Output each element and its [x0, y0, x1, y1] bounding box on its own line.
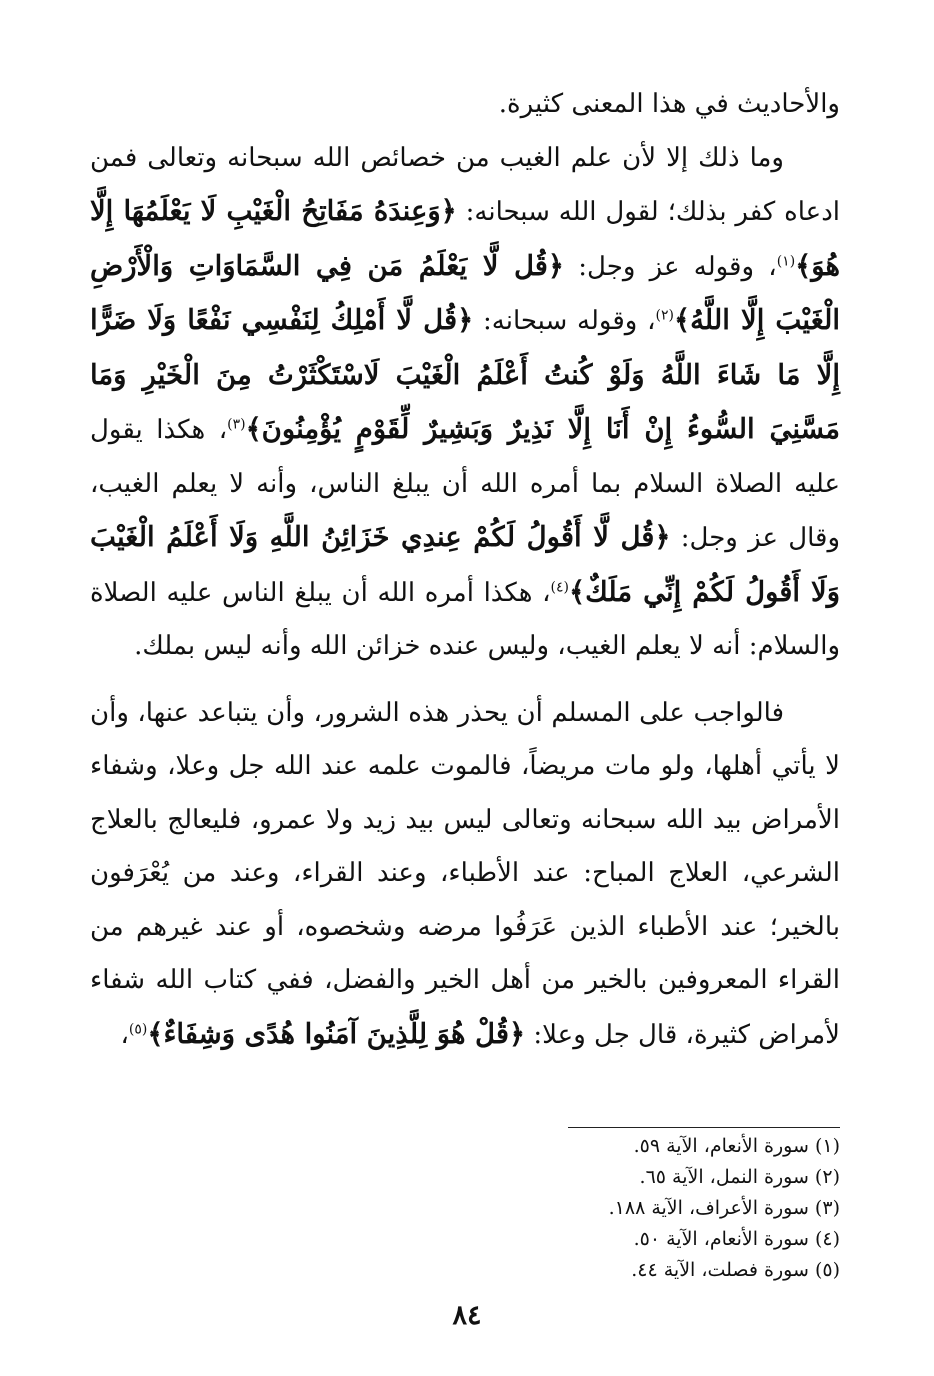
quran-verse: ﴿قُل لَّا أَمْلِكُ لِنَفْسِي نَفْعًا وَلَا ضَرًّا إِلَّا مَا شَاءَ اللَّهُ وَلَوْ كُنتُ أَعْلَمُ الْغَيْبَ لَاسْتَكْثَرْتُ مِنَ الْخَيْرِ وَمَا مَسَّنِيَ السُّوءُ إِنْ أَنَا إِلَّا نَذِيرٌ وَبَشِيرٌ لِّقَوْمٍ يُؤْمِنُونَ﴾	[90, 304, 840, 445]
paragraph-2	[90, 132, 840, 674]
body-text: ، هكذا أمره الله أن يبلغ الناس عليه الصلاة والسلام: أنه لا يعلم الغيب، وليس عنده خزائن الله وأنه ليس بملك.	[90, 577, 840, 661]
quran-verse: ﴿قُل لَّا أَقُولُ لَكُمْ عِندِي خَزَائِنُ اللَّهِ وَلَا أَعْلَمُ الْغَيْبَ وَلَا أَقُولُ لَكُمْ إِنِّي مَلَكٌ﴾	[90, 521, 840, 608]
footnote-3: (٣) سورة الأعراف، الآية ١٨٨.	[608, 1197, 840, 1219]
footnote-divider	[568, 1127, 840, 1128]
body-text: فالواجب على المسلم أن يحذر هذه الشرور، وأن يتباعد عنها، وأن لا يأتي أهلها، ولو مات مريضاً، فالموت علمه عند الله جل وعلا، وشفاء الأمراض بيد الله سبحانه وتعالى ليس بيد زيد ولا عمرو، فليعالج بالعلاج الشرعي، العلاج المباح: عند الأطباء، وعند القراء، وعند من يُعْرَفون بالخير؛ عند الأطباء الذين عَرَفُوا مرضه وشخصوه، أو عند غيرهم من القراء المعروفين بالخير من أهل الخير والفضل، ففي كتاب الله شفاء لأمراض كثيرة، قال جل وعلا:	[90, 697, 840, 1050]
footnote-reference: (٣)	[227, 416, 246, 433]
footnote-1: (١) سورة الأنعام، الآية ٥٩.	[633, 1135, 840, 1157]
paragraph-3	[90, 687, 840, 1063]
footnote-4: (٤) سورة الأنعام، الآية ٥٠.	[633, 1228, 840, 1250]
footnote-reference: (١)	[776, 252, 796, 269]
body-text: ، هكذا يقول عليه الصلاة السلام بما أمره الله أن يبلغ الناس، وأنه لا يعلم الغيب، وقال عز وجل:	[90, 415, 840, 553]
footnote-2: (٢) سورة النمل، الآية ٦٥.	[639, 1166, 840, 1188]
quran-verse: ﴿قُلْ هُوَ لِلَّذِينَ آمَنُوا هُدًى وَشِفَاءٌ﴾	[147, 1017, 526, 1050]
paragraph-1	[90, 78, 840, 132]
body-text: وما ذلك إلا لأن علم الغيب من خصائص الله سبحانه وتعالى فمن ادعاه كفر بذلك؛ لقول الله سبحانه:	[90, 142, 841, 227]
page-body	[90, 78, 840, 1062]
body-text: ، وقوله سبحانه:	[473, 306, 656, 336]
body-text: والأحاديث في هذا المعنى كثيرة.	[498, 89, 840, 119]
body-text: ، وقوله عز وجل:	[564, 251, 777, 282]
footnote-reference: (٢)	[655, 307, 674, 324]
footnote-5: (٥) سورة فصلت، الآية ٤٤.	[631, 1259, 840, 1281]
quran-verse: ﴿وَعِندَهُ مَفَاتِحُ الْغَيْبِ لَا يَعْلَمُهَا إِلَّا هُوَ﴾	[90, 195, 840, 282]
body-text: ،	[120, 1019, 129, 1050]
footnote-reference: (٤)	[550, 578, 570, 595]
footnote-reference: (٥)	[128, 1020, 148, 1037]
quran-verse: ﴿قُل لَّا يَعْلَمُ مَن فِي السَّمَاوَاتِ وَالْأَرْضِ الْغَيْبَ إِلَّا اللَّهُ﴾	[90, 249, 840, 336]
footnotes-list	[400, 1131, 840, 1286]
page-number: ٨٤	[452, 1300, 482, 1331]
